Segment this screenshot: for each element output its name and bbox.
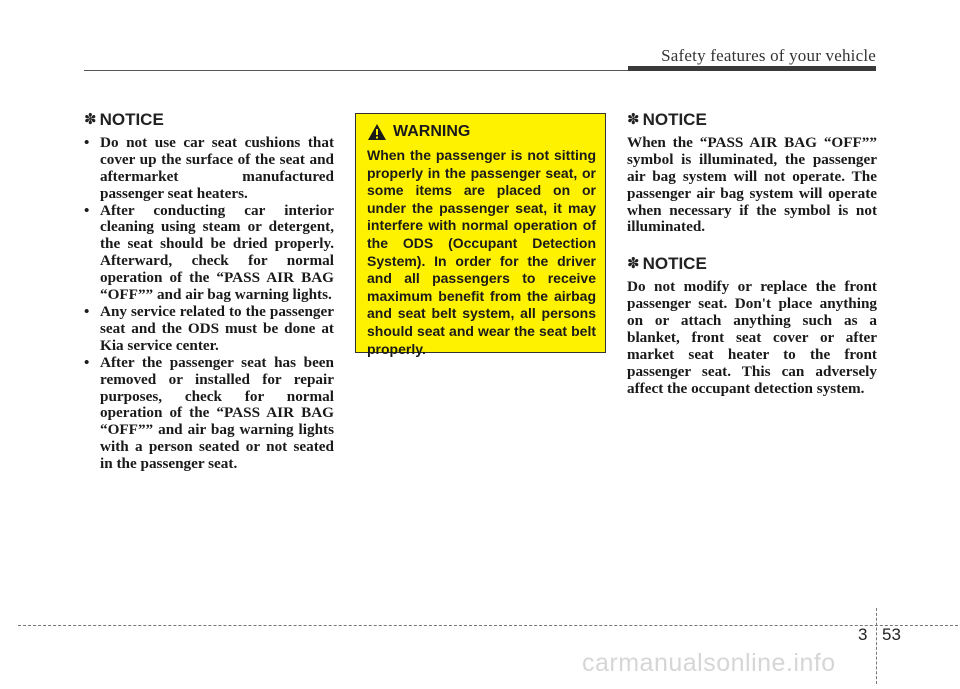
section-title: Safety features of your vehicle xyxy=(661,46,876,65)
warning-box xyxy=(355,113,606,357)
list-item: • Any service related to the passenger seat and the ODS must be done at Kia service center. xyxy=(84,304,334,355)
warning-heading xyxy=(367,123,596,141)
list-item: • Do not use car seat cushions that cover up the surface of the seat and aftermarket manufactured passenger seat heaters. xyxy=(84,135,334,203)
warning-text: When the passenger is not sitting properly in the passenger seat, or some items are placed on or under the passenger seat, it may interfere with normal operation of the ODS (Occupant Detection System). In order for the driver and all passengers to receive maximum benefit from the airbag and seat belt system, all persons should seat and wear the seat belt properly. xyxy=(367,147,596,357)
notice-heading-right-2 xyxy=(627,256,877,273)
chapter-number: 3 xyxy=(858,625,868,644)
footer-rule xyxy=(18,625,958,627)
warning-heading-text: WARNING xyxy=(393,123,471,140)
notice-heading-text: NOTICE xyxy=(642,110,707,129)
notice-paragraph-1: When the “PASS AIR BAG “OFF”” symbol is illuminated, the passenger air bag system will not operate. The passenger air bag system will operate when necessary if the symbol is not illuminated. xyxy=(627,133,877,236)
watermark: carmanualsonline.info xyxy=(582,649,836,677)
header-rule-accent xyxy=(628,66,876,71)
page-number-divider xyxy=(876,608,878,684)
warning-triangle-icon xyxy=(367,123,387,141)
notice-heading-text: NOTICE xyxy=(642,254,707,274)
left-column xyxy=(84,112,334,473)
notice-bullet-list xyxy=(84,135,334,473)
notice-heading-left xyxy=(84,112,334,129)
notice-paragraph-2: Do not modify or replace the front passenger seat. Don't place anything on or attach anything such as a blanket, front seat cover or after market seat heater to the front passenger seat. This can adversely affect the occupant detection system. xyxy=(627,278,877,397)
notice-heading-right-1 xyxy=(627,112,877,129)
page-number: 53 xyxy=(882,625,901,644)
notice-star-icon: ✽ xyxy=(627,255,640,273)
notice-star-icon: ✽ xyxy=(627,111,640,128)
notice-heading-text: NOTICE xyxy=(99,110,164,129)
notice-star-icon: ✽ xyxy=(84,111,97,128)
list-item: • After the passenger seat has been removed or installed for repair purposes, check for normal operation of the “PASS AIR BAG “OFF”” and air bag warning lights with a person seated or not seated in the passenger seat. xyxy=(84,355,334,473)
right-column xyxy=(627,112,877,418)
list-item: • After conducting car interior cleaning using steam or detergent, the seat should be dried properly. Afterward, check for normal operation of the “PASS AIR BAG “OFF”” and air bag warning lights. xyxy=(84,203,334,304)
